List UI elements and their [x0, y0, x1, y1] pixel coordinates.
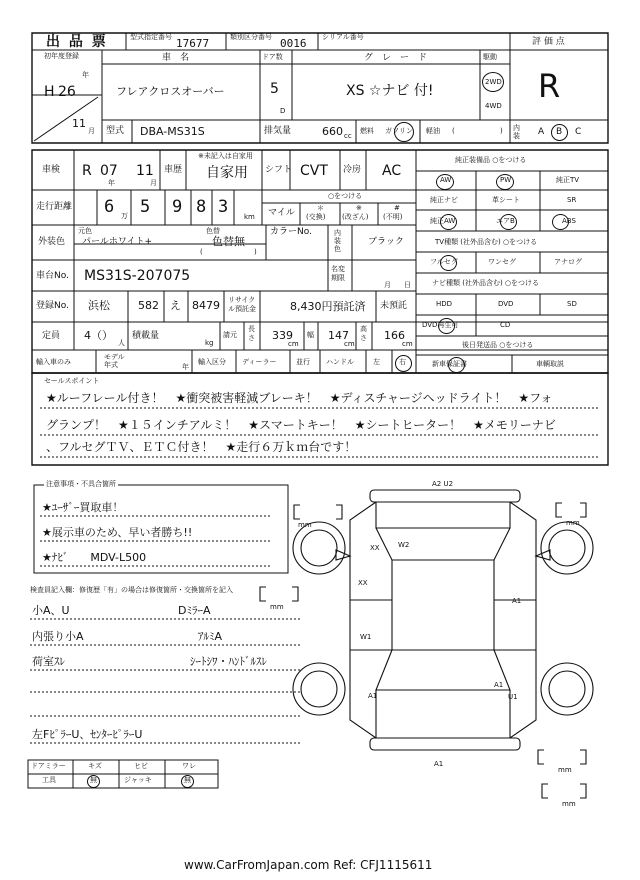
interior-color-value: ブラック: [368, 237, 404, 247]
car-name-value: フレアクロスオーバー: [116, 85, 225, 98]
chassis-value: MS31S-207075: [84, 268, 191, 284]
legend-header-break: ワレ: [182, 762, 196, 770]
legend-jack-circle: [181, 775, 194, 788]
handle-right-circle: [395, 355, 412, 372]
oem-aw: AW: [440, 176, 452, 184]
inspector-row-1-right: DﾐﾗｰA: [178, 604, 211, 617]
legend-jack: ジャッキ: [124, 776, 152, 784]
diagram-top-label: A2 U2: [432, 480, 454, 488]
oem-airbag: エアB: [496, 217, 515, 225]
cooling-label: 冷房: [343, 165, 362, 175]
note-line-2: ★展示車のため、早い者勝ち!!: [42, 526, 193, 539]
drive-label: 駆動: [483, 53, 497, 61]
legend-header-scratch: キズ: [88, 762, 102, 770]
later-header: 後日発送品 ○をつける: [462, 341, 534, 349]
tamper-sub: (改ざん): [342, 213, 369, 221]
tv-header: TV種類 (社外品含む) ○をつける: [435, 238, 538, 246]
first-reg-era: H: [44, 84, 55, 100]
load-unit: kg: [205, 339, 214, 347]
name-change-day: 日: [404, 281, 411, 289]
cooling-value: AC: [382, 163, 402, 179]
navi-sd: SD: [567, 300, 577, 308]
later-manual: 車輌取説: [536, 360, 564, 368]
inspection-label: 車検: [42, 165, 61, 175]
import-dealer: ディーラー: [242, 358, 277, 366]
category-label: 類別区分番号: [230, 33, 272, 41]
exchange-sub: (交換): [306, 213, 326, 221]
mile-label: マイル: [268, 208, 295, 218]
first-reg-month-unit: 月: [88, 127, 95, 135]
serial-label: シリアル番号: [322, 33, 364, 41]
mm-label-5: mm: [562, 800, 576, 808]
import-type-label: 輸入区分: [198, 358, 226, 366]
first-reg-month: 11: [72, 117, 86, 130]
diagram-a1-rear: A1: [494, 681, 504, 689]
model-value: DBA-MS31S: [140, 125, 205, 138]
color-original-label: 元色: [78, 227, 92, 235]
oem-navi: 純正ナビ: [430, 196, 458, 204]
mm-label-1: mm: [298, 521, 312, 529]
displacement-label: 排気量: [264, 126, 292, 136]
name-change-label: 名変期限: [331, 265, 345, 282]
color-change-label: 色替: [206, 227, 220, 235]
oem-alloy: 純正AW: [430, 217, 456, 225]
later-warranty-circle: [448, 357, 465, 373]
legend-tool-value: 無: [90, 776, 97, 784]
model-year-unit: 年: [182, 363, 189, 371]
diagram-a1-right: A1: [512, 597, 522, 605]
diagram-a1-left: A1: [368, 692, 378, 700]
sheet-title: 出 品 票: [46, 34, 108, 50]
model-designation-value: 17677: [176, 37, 210, 50]
doors-suffix: D: [280, 107, 286, 115]
width-label: 幅: [307, 331, 314, 339]
sales-point-line-2: グランプ！ ★１５インチアルミ！ ★スマートキー！ ★シートヒーター！ ★メモリーナビ: [46, 418, 556, 432]
inspection-era: R: [82, 163, 92, 179]
tv-fullseg: フルセグ: [430, 258, 458, 266]
height-label: 高さ: [360, 325, 367, 342]
footer-ref: www.CarFromJapan.com Ref: CFJ1115611: [184, 858, 433, 872]
name-change-month: 月: [384, 281, 391, 289]
navi-dvd: DVD: [498, 300, 514, 308]
unknown-mark: #: [394, 204, 400, 212]
diagram-u1: U1: [508, 693, 518, 701]
interior-c: C: [575, 127, 582, 137]
len-label: 請元: [223, 331, 237, 339]
grade-label: グ レ ー ド: [364, 53, 428, 63]
sales-point-line-1: ★ルーフレール付き！ ★衝突被害軽減ブレーキ！ ★ディスチャージヘッドライト！ ★フォ: [46, 391, 553, 405]
category-value: 0016: [280, 37, 307, 50]
legend-tool-circle: [87, 775, 100, 788]
diagram-a1-bottom: A1: [434, 760, 444, 768]
width-unit: cm: [344, 340, 355, 348]
model-designation-label: 型式指定番号: [130, 33, 172, 41]
mileage-digit-3: 9: [172, 197, 183, 217]
diagram-w2: W2: [398, 541, 410, 549]
oem-abs: ABS: [562, 217, 576, 225]
mm-label-3: mm: [270, 603, 284, 611]
drive-2wd: 2WD: [485, 78, 502, 86]
handle-right: 右: [399, 358, 406, 366]
mileage-man: 万: [121, 212, 128, 220]
tv-fullseg-circle: [440, 255, 457, 271]
oem-tv: 純正TV: [556, 176, 580, 184]
drive-2wd-circle: [482, 72, 504, 92]
tamper-mark: ※: [356, 204, 362, 212]
doors-label: ドア数: [262, 53, 283, 61]
oem-pw: PW: [500, 176, 512, 184]
car-name-label: 車 名: [162, 53, 190, 63]
bracket-close: ): [500, 127, 503, 135]
navi-header: ナビ種類 (社外品含む) ○をつける: [432, 279, 540, 287]
legend-tool: 工具: [42, 776, 56, 784]
first-reg-label: 初年度登録: [44, 52, 79, 60]
usage-label: 車歴: [164, 165, 183, 175]
note-line-1: ★ﾕｰｻﾞｰ買取車！: [42, 501, 124, 514]
import-label: 輸入車のみ: [36, 358, 71, 366]
inspector-row-1-left: 小A、U: [32, 604, 70, 617]
handle-label: ハンドル: [326, 358, 354, 366]
length-label: 長さ: [248, 325, 255, 342]
inspector-row-6-left: 左FﾋﾟﾗｰU、ｾﾝﾀｰﾋﾟﾗｰU: [32, 728, 143, 741]
mileage-km: km: [244, 213, 255, 221]
doors-value: 5: [270, 81, 279, 97]
recycle-value: 8,430円預託済: [290, 300, 366, 313]
mileage-digit-2: 5: [140, 197, 151, 217]
unknown-sub: (不明): [383, 213, 403, 221]
later-warranty: 新車保証書: [432, 360, 467, 368]
usage-note: ※未記入は自家用: [198, 152, 253, 160]
capacity-value: 4（）: [84, 329, 113, 342]
width-value: 147: [328, 329, 349, 342]
reg-kana: え: [170, 299, 181, 312]
height-unit: cm: [402, 340, 413, 348]
inspection-year: 07: [100, 163, 118, 179]
inspection-month: 11: [136, 163, 154, 179]
fuel-label: 燃料: [360, 127, 374, 135]
first-reg-year: 26: [58, 84, 76, 100]
import-parallel: 並行: [296, 358, 310, 366]
load-label: 積載量: [132, 331, 160, 341]
mileage-label: 走行距離: [36, 202, 73, 212]
navi-dvd-play-circle: [438, 318, 455, 334]
legend-jack-value: 無: [184, 776, 191, 784]
inspection-month-unit: 月: [150, 179, 157, 187]
interior-b-circle: [551, 124, 568, 141]
sales-points-label: セールスポイント: [44, 377, 100, 385]
inspector-row-3-left: 荷室ｽﾚ: [32, 655, 65, 668]
oem-pw-circle: [496, 174, 514, 190]
oem-alloy-circle: [440, 214, 457, 230]
length-value: 339: [272, 329, 293, 342]
navi-cd: CD: [500, 321, 511, 329]
mileage-digit-1: 6: [104, 197, 115, 217]
mm-label-4: mm: [558, 766, 572, 774]
exterior-color-value: パールホワイト+: [82, 237, 153, 247]
navi-dvd-play: DVD再生可: [422, 321, 459, 329]
legend-header-crack: ヒビ: [134, 762, 148, 770]
chassis-label: 車台No.: [36, 271, 69, 281]
shift-value: CVT: [300, 163, 328, 179]
light-oil-label: 軽油: [426, 127, 440, 135]
reg-label: 登録No.: [36, 301, 69, 311]
notes-label: 注意事項・不具合箇所: [46, 480, 116, 488]
shift-label: シフト: [265, 165, 293, 175]
exchange-mark: ＊: [317, 204, 324, 212]
mileage-digit-5: 3: [218, 197, 229, 217]
length-unit: cm: [288, 340, 299, 348]
inspector-label: 検査員記入欄：修復歴「有」の場合は修復箇所・交換箇所を記入: [30, 586, 233, 594]
inspector-row-2-right: ｱﾙﾐA: [198, 630, 223, 643]
navi-hdd: HDD: [436, 300, 453, 308]
bracket-a: (: [200, 248, 203, 256]
interior-a: A: [538, 127, 545, 137]
inspector-row-3-right: ｼｰﾄｼﾜ・ﾊﾝﾄﾞﾙｽﾚ: [190, 655, 267, 668]
interior-b: B: [556, 127, 563, 137]
oem-aw-circle: [436, 174, 454, 190]
exchange-header: ○をつける: [328, 192, 363, 200]
sales-point-line-3: 、フルセグＴＶ、ＥＴＣ付き！ ★走行６万ｋｍ台です！: [46, 440, 357, 454]
mileage-digit-4: 8: [196, 197, 207, 217]
capacity-unit: 人: [118, 339, 125, 347]
diagram-xx-2: XX: [358, 579, 368, 587]
oem-sr: SR: [567, 196, 577, 204]
tv-analog: アナログ: [554, 258, 582, 266]
oem-abs-circle: [552, 214, 569, 230]
reg-number: 8479: [192, 299, 220, 312]
exterior-color-label: 外装色: [38, 237, 66, 247]
bracket-open: (: [452, 127, 455, 135]
usage-value: 自家用: [206, 165, 248, 181]
bracket-b: ): [254, 248, 257, 256]
inspector-row-2-left: 内張り小A: [32, 630, 84, 643]
tv-oneseg: ワンセグ: [488, 258, 516, 266]
inspection-year-unit: 年: [108, 179, 115, 187]
oem-airbag-circle: [500, 214, 517, 230]
color-change-value: 色替無: [212, 235, 245, 248]
model-year-label: モデル年式: [104, 353, 125, 369]
height-value: 166: [384, 329, 405, 342]
diagram-w1: W1: [360, 633, 372, 641]
fuel-value: ガソリン: [385, 127, 413, 135]
mm-label-2: mm: [566, 519, 580, 527]
evaluation-score: R: [538, 67, 561, 105]
oem-leather: 革シート: [492, 196, 520, 204]
displacement-value: 660: [322, 125, 343, 138]
drive-4wd: 4WD: [485, 102, 502, 110]
reg-city: 浜松: [88, 299, 110, 312]
diagram-xx-1: XX: [370, 544, 380, 552]
first-reg-slash: [32, 95, 102, 143]
note-line-3: ★ﾅﾋﾞ MDV-L500: [42, 551, 147, 564]
interior-label: 内装: [513, 124, 520, 140]
interior-color-label: 内装色: [334, 229, 341, 253]
capacity-label: 定員: [42, 331, 61, 341]
color-no-label: カラーNo.: [270, 227, 312, 237]
fuel-circle: [394, 122, 414, 142]
recycle-label: リサイクル預託金: [228, 296, 256, 313]
model-label: 型式: [106, 126, 125, 136]
displacement-unit: cc: [344, 132, 352, 140]
grade-header: 評 価 点: [532, 37, 565, 47]
first-reg-year-unit: 年: [82, 71, 89, 79]
handle-left: 左: [373, 358, 380, 366]
reg-class: 582: [138, 299, 159, 312]
legend-header-mirror: ドアミラー: [31, 762, 66, 770]
grade-value: XS ☆ナビ 付!: [346, 83, 434, 99]
recycle-not: 未預託: [380, 301, 408, 311]
oem-header: 純正装備品 ○をつける: [455, 156, 527, 164]
